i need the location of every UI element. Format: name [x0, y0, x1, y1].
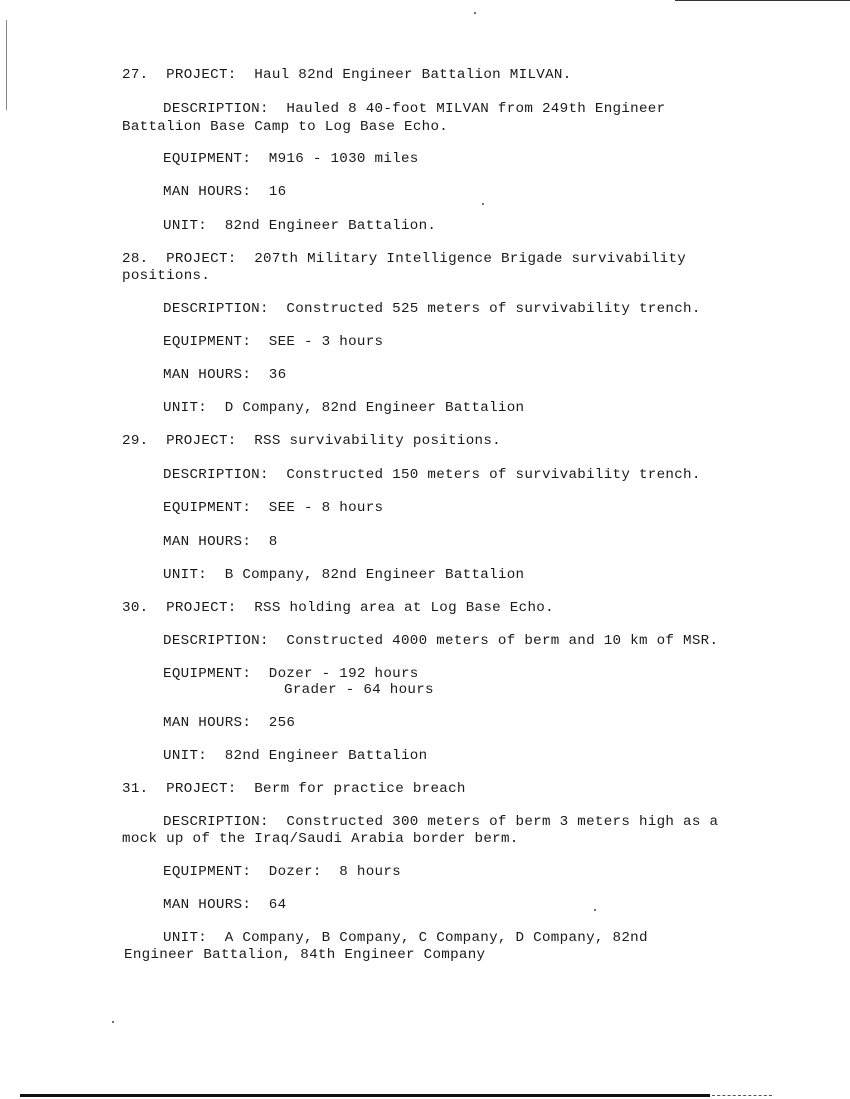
entry-27-man-hours: MAN HOURS: 16 [163, 184, 287, 200]
entry-27-description-line-2: Battalion Base Camp to Log Base Echo. [122, 119, 449, 135]
entry-28-project-line-2: positions. [122, 268, 211, 284]
entry-29-man-hours: MAN HOURS: 8 [163, 534, 278, 550]
entry-30-man-hours: MAN HOURS: 256 [163, 715, 296, 731]
entry-27-equipment: EQUIPMENT: M916 - 1030 miles [163, 151, 419, 167]
entry-31-unit-line-2: Engineer Battalion, 84th Engineer Company [124, 947, 486, 963]
entry-28-equipment: EQUIPMENT: SEE - 3 hours [163, 334, 384, 350]
entry-31-description-line-2: mock up of the Iraq/Saudi Arabia border berm. [122, 831, 519, 847]
entry-30-project: 30. PROJECT: RSS holding area at Log Base Echo. [122, 600, 554, 616]
scan-speck [474, 12, 476, 14]
entry-27-project: 27. PROJECT: Haul 82nd Engineer Battalion MILVAN. [122, 67, 572, 83]
entry-27-description-line-1: DESCRIPTION: Hauled 8 40-foot MILVAN from 249th Engineer [163, 101, 666, 117]
entry-30-description: DESCRIPTION: Constructed 4000 meters of berm and 10 km of MSR. [163, 633, 719, 649]
entry-29-equipment: EQUIPMENT: SEE - 8 hours [163, 500, 384, 516]
entry-31-equipment: EQUIPMENT: Dozer: 8 hours [163, 864, 401, 880]
entry-28-man-hours: MAN HOURS: 36 [163, 367, 287, 383]
entry-27-unit: UNIT: 82nd Engineer Battalion. [163, 218, 437, 234]
entry-31-project: 31. PROJECT: Berm for practice breach [122, 781, 466, 797]
scan-edge-top [675, 0, 850, 1]
entry-28-project-line-1: 28. PROJECT: 207th Military Intelligence Brigade survivability [122, 251, 687, 267]
entry-28-unit: UNIT: D Company, 82nd Engineer Battalion [163, 400, 525, 416]
entry-28-description: DESCRIPTION: Constructed 525 meters of survivability trench. [163, 301, 701, 317]
entry-30-equipment-line-2: Grader - 64 hours [284, 682, 434, 698]
scan-edge-bottom [20, 1094, 710, 1097]
entry-30-equipment-line-1: EQUIPMENT: Dozer - 192 hours [163, 666, 419, 682]
scan-speck [112, 1021, 114, 1023]
scan-edge-bottom-dash [712, 1095, 772, 1097]
entry-29-unit: UNIT: B Company, 82nd Engineer Battalion [163, 567, 525, 583]
entry-29-project: 29. PROJECT: RSS survivability positions. [122, 433, 501, 449]
entry-31-unit-line-1: UNIT: A Company, B Company, C Company, D Company, 82nd [163, 930, 648, 946]
scan-speck [594, 909, 596, 911]
scan-edge-left [6, 20, 7, 110]
entry-31-description-line-1: DESCRIPTION: Constructed 300 meters of berm 3 meters high as a [163, 814, 719, 830]
entry-30-unit: UNIT: 82nd Engineer Battalion [163, 748, 428, 764]
entry-31-man-hours: MAN HOURS: 64 [163, 897, 287, 913]
entry-29-description: DESCRIPTION: Constructed 150 meters of survivability trench. [163, 467, 701, 483]
scan-speck [482, 203, 484, 205]
